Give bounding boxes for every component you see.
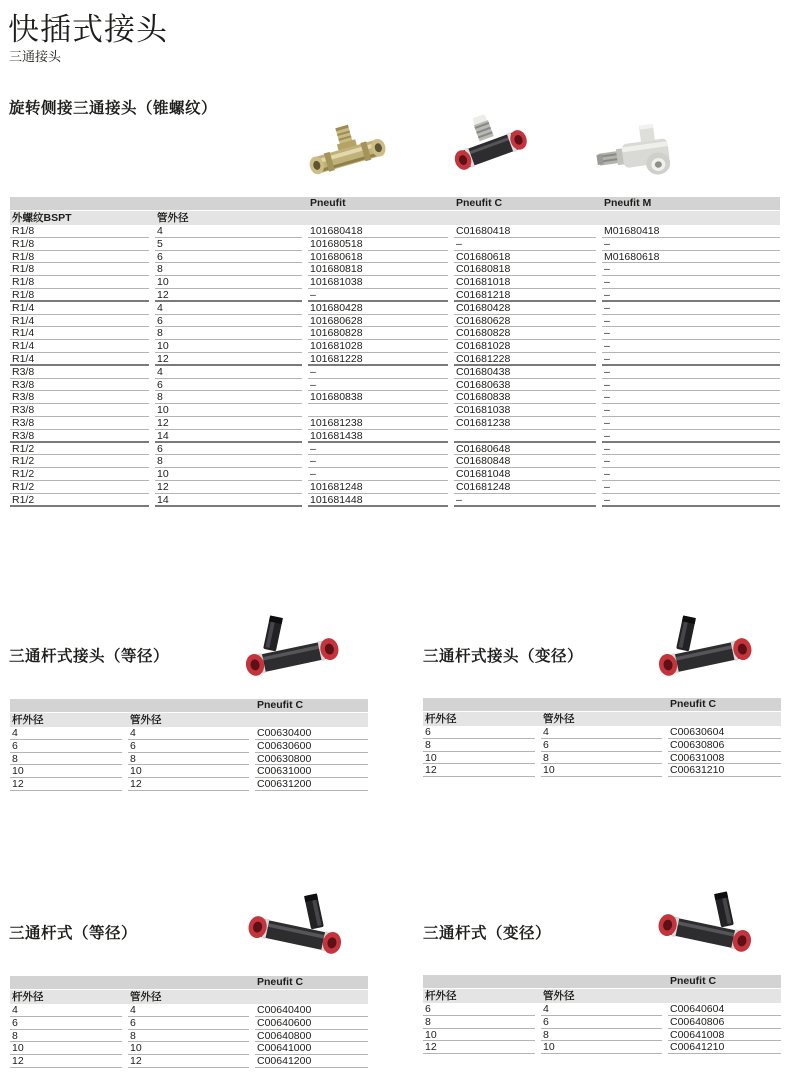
table-cell: 101681228 — [308, 353, 448, 366]
table-cell: 12 — [128, 1055, 249, 1068]
table-cell: C01680638 — [454, 379, 596, 392]
table-row — [10, 251, 780, 264]
pneufit-m-swivel-tee-photo — [595, 124, 685, 184]
table-cell: – — [308, 379, 448, 392]
table-row — [10, 366, 780, 379]
table-cell: C01681218 — [454, 289, 596, 302]
table-cell: C01680828 — [454, 327, 596, 340]
table-cell: 14 — [155, 430, 302, 443]
table-cell: 6 — [128, 740, 249, 753]
table-row — [10, 753, 368, 766]
table-cell: 10 — [541, 764, 662, 777]
table-row — [10, 391, 780, 404]
table-cell: 4 — [10, 727, 122, 740]
table-cell: 10 — [155, 276, 302, 289]
table-row — [10, 276, 780, 289]
table-cell: 10 — [10, 765, 122, 778]
table-cell: R3/8 — [10, 391, 149, 404]
param-header-cell: 管外径 — [130, 991, 162, 1003]
param-header-row — [10, 211, 780, 225]
table-row — [10, 417, 780, 430]
table-cell: 8 — [541, 1029, 662, 1042]
param-header-cell: 杆外径 — [12, 991, 44, 1003]
black-tee-stem-fitting-photo-equal — [240, 610, 344, 694]
table-cell: 4 — [10, 1004, 122, 1017]
table-cell: 5 — [155, 238, 302, 251]
param-header-cell — [454, 211, 596, 225]
param-header-cell — [668, 712, 781, 726]
param-header-cell: 管外径 — [130, 714, 162, 726]
table-cell: 12 — [10, 778, 122, 791]
param-header-cell: 管外径 — [543, 713, 575, 725]
table-cell: C01680848 — [454, 455, 596, 468]
product-header-row — [423, 975, 781, 989]
table-row — [10, 765, 368, 778]
table-cell: C01681248 — [454, 481, 596, 494]
table-cell: – — [602, 289, 780, 302]
table-cell: 101681438 — [308, 430, 448, 443]
pneufit-c-swivel-tee-photo — [450, 110, 532, 188]
pneufit-brass-swivel-tee-photo — [306, 118, 390, 190]
table-row — [10, 443, 780, 456]
table-cell: R1/2 — [10, 481, 149, 494]
table-cell: 12 — [10, 1055, 122, 1068]
section-heading-stem-fitting-equal: 三通杆式接头（等径） — [9, 648, 170, 665]
product-header-cell — [128, 976, 249, 989]
table-cell: 8 — [155, 327, 302, 340]
table-row — [10, 455, 780, 468]
product-header-cell — [423, 698, 535, 711]
product-header-cell: Pneufit C — [257, 976, 304, 988]
table-cell: C00630800 — [255, 753, 368, 766]
param-header-row — [423, 989, 781, 1003]
table-cell: 10 — [128, 765, 249, 778]
table-cell: R1/8 — [10, 251, 149, 264]
table-row — [10, 481, 780, 494]
table-cell: C00631210 — [668, 764, 781, 777]
table-cell: R1/4 — [10, 340, 149, 353]
table-cell: 101681238 — [308, 417, 448, 430]
table-cell: 12 — [128, 778, 249, 791]
table-cell: 101681028 — [308, 340, 448, 353]
table-cell: – — [602, 468, 780, 481]
table-cell: – — [602, 443, 780, 456]
black-tee-stem-fitting-photo-reduced — [653, 610, 757, 694]
table-cell: C01680418 — [454, 225, 596, 238]
table-row — [423, 752, 781, 765]
table-cell: – — [602, 327, 780, 340]
table-cell: R3/8 — [10, 366, 149, 379]
table-row — [10, 778, 368, 791]
param-header-cell: 管外径 — [543, 990, 575, 1002]
table-cell: 8 — [10, 753, 122, 766]
param-header-row — [10, 713, 368, 727]
table-cell: C00631008 — [668, 752, 781, 765]
table-row — [10, 1004, 368, 1017]
product-header-cell — [541, 698, 662, 711]
table-cell: R3/8 — [10, 379, 149, 392]
table-cell: C00631000 — [255, 765, 368, 778]
table-cell: R3/8 — [10, 430, 149, 443]
table-cell — [308, 404, 448, 417]
table-cell: R1/4 — [10, 327, 149, 340]
param-header-cell: 杆外径 — [425, 713, 457, 725]
table-cell: C00630600 — [255, 740, 368, 753]
table-cell: 101680828 — [308, 327, 448, 340]
product-header-cell — [10, 976, 122, 989]
table-row — [10, 327, 780, 340]
product-header-cell — [10, 197, 149, 210]
table-cell: – — [308, 366, 448, 379]
table-cell: – — [454, 238, 596, 251]
table-cell: 6 — [155, 379, 302, 392]
table-cell: R1/8 — [10, 289, 149, 302]
table-cell: 8 — [155, 391, 302, 404]
table-cell: – — [308, 443, 448, 456]
table-cell: 101681448 — [308, 494, 448, 507]
table-cell: 6 — [128, 1017, 249, 1030]
table-row — [10, 468, 780, 481]
table-cell: 10 — [10, 1042, 122, 1055]
table-row — [423, 1016, 781, 1029]
table-cell: C01681048 — [454, 468, 596, 481]
table-cell: R1/4 — [10, 353, 149, 366]
table-cell: – — [602, 276, 780, 289]
table-row — [10, 494, 780, 507]
table-cell: – — [602, 494, 780, 507]
table-cell: C00641000 — [255, 1042, 368, 1055]
black-tee-stem-photo-reduced — [653, 886, 757, 970]
table-cell: 10 — [423, 1029, 535, 1042]
table-cell: C00640604 — [668, 1003, 781, 1016]
table-cell: C00640806 — [668, 1016, 781, 1029]
param-header-row — [423, 712, 781, 726]
table-cell: C01681238 — [454, 417, 596, 430]
product-header-cell — [128, 699, 249, 712]
table-row — [10, 740, 368, 753]
table-row — [423, 764, 781, 777]
table-cell: R1/8 — [10, 238, 149, 251]
table-cell: C01680628 — [454, 315, 596, 328]
table-row — [423, 726, 781, 739]
table-cell: 12 — [155, 289, 302, 302]
table-cell: 12 — [423, 1041, 535, 1054]
table-cell: 101680518 — [308, 238, 448, 251]
table-cell: – — [602, 366, 780, 379]
table-cell: R1/8 — [10, 225, 149, 238]
product-header-cell: Pneufit C — [670, 975, 717, 987]
table-cell: 4 — [541, 726, 662, 739]
spec-table-stem-reduced — [423, 975, 781, 1054]
table-row — [10, 1042, 368, 1055]
table-cell: 8 — [155, 455, 302, 468]
table-cell: C01680838 — [454, 391, 596, 404]
product-header-row — [10, 976, 368, 990]
section-heading-stem-fitting-reduced: 三通杆式接头（变径） — [423, 648, 584, 665]
table-cell: 101680618 — [308, 251, 448, 264]
table-cell: 4 — [155, 302, 302, 315]
table-cell: R3/8 — [10, 404, 149, 417]
table-cell: 8 — [10, 1030, 122, 1043]
table-cell: 6 — [10, 1017, 122, 1030]
table-cell: 8 — [155, 263, 302, 276]
table-cell: – — [602, 238, 780, 251]
param-header-cell — [668, 989, 781, 1003]
table-cell: R1/4 — [10, 315, 149, 328]
table-cell: 6 — [155, 251, 302, 264]
param-header-row — [10, 990, 368, 1004]
product-header-row — [10, 197, 780, 211]
table-cell: – — [602, 430, 780, 443]
table-cell: 12 — [155, 481, 302, 494]
table-cell: 6 — [155, 315, 302, 328]
product-header-cell — [423, 975, 535, 988]
table-cell: R1/2 — [10, 443, 149, 456]
table-row — [10, 404, 780, 417]
table-row — [10, 315, 780, 328]
table-cell: C00641200 — [255, 1055, 368, 1068]
table-cell: R1/4 — [10, 302, 149, 315]
param-header-cell — [308, 211, 448, 225]
table-cell: 4 — [541, 1003, 662, 1016]
table-row — [423, 1003, 781, 1016]
table-row — [10, 238, 780, 251]
table-cell: R1/8 — [10, 263, 149, 276]
table-row — [10, 289, 780, 302]
table-cell: C01680648 — [454, 443, 596, 456]
table-cell: 6 — [541, 1016, 662, 1029]
table-row — [10, 225, 780, 238]
product-header-cell — [155, 197, 302, 210]
table-row — [10, 263, 780, 276]
table-cell: R1/8 — [10, 276, 149, 289]
product-header-cell — [541, 975, 662, 988]
table-cell: 101680418 — [308, 225, 448, 238]
table-cell: C00630806 — [668, 739, 781, 752]
product-header-row — [10, 699, 368, 713]
param-header-cell: 杆外径 — [425, 990, 457, 1002]
table-cell: 101681038 — [308, 276, 448, 289]
section-heading-swivel-tee: 旋转侧接三通接头（锥螺纹） — [9, 100, 218, 117]
table-cell: – — [602, 404, 780, 417]
table-cell: C00641210 — [668, 1041, 781, 1054]
product-header-cell — [10, 699, 122, 712]
table-cell: 10 — [155, 340, 302, 353]
product-header-cell: Pneufit — [310, 197, 346, 209]
table-cell: C00630400 — [255, 727, 368, 740]
table-cell: C01680428 — [454, 302, 596, 315]
table-cell: 12 — [155, 353, 302, 366]
table-row — [10, 727, 368, 740]
table-cell: C00641008 — [668, 1029, 781, 1042]
table-cell: 4 — [128, 727, 249, 740]
param-header-cell: 杆外径 — [12, 714, 44, 726]
table-cell: 101680818 — [308, 263, 448, 276]
table-row — [10, 340, 780, 353]
table-cell: R1/2 — [10, 455, 149, 468]
table-cell: – — [602, 302, 780, 315]
table-cell: – — [308, 289, 448, 302]
param-header-cell — [255, 990, 368, 1004]
product-header-cell: Pneufit C — [670, 698, 717, 710]
table-cell: – — [602, 379, 780, 392]
table-cell: C01681228 — [454, 353, 596, 366]
section-heading-stem-reduced: 三通杆式（变径） — [423, 925, 552, 942]
table-cell: – — [602, 417, 780, 430]
table-row — [10, 302, 780, 315]
table-row — [10, 430, 780, 443]
table-cell: 8 — [128, 753, 249, 766]
table-cell: 10 — [128, 1042, 249, 1055]
table-cell: – — [602, 340, 780, 353]
table-cell: 101680628 — [308, 315, 448, 328]
table-cell: 6 — [423, 1003, 535, 1016]
table-cell: 10 — [155, 404, 302, 417]
page-subtitle: 三通接头 — [9, 49, 62, 64]
table-cell: C01681018 — [454, 276, 596, 289]
table-cell: M01680618 — [602, 251, 780, 264]
product-header-row — [423, 698, 781, 712]
table-cell: 6 — [541, 739, 662, 752]
table-cell: 12 — [423, 764, 535, 777]
table-cell: R1/2 — [10, 494, 149, 507]
table-cell: C01680438 — [454, 366, 596, 379]
table-cell: 6 — [155, 443, 302, 456]
table-cell: C01681038 — [454, 404, 596, 417]
table-cell: – — [602, 391, 780, 404]
table-cell: 8 — [423, 1016, 535, 1029]
param-header-cell — [602, 211, 780, 225]
table-cell: C00640400 — [255, 1004, 368, 1017]
table-cell: 8 — [541, 752, 662, 765]
table-row — [10, 353, 780, 366]
product-header-cell: Pneufit C — [456, 197, 503, 209]
table-cell: C00631200 — [255, 778, 368, 791]
table-cell — [454, 430, 596, 443]
param-header-cell: 外螺纹BSPT — [12, 212, 72, 224]
table-cell: – — [454, 494, 596, 507]
page-title: 快插式接头 — [8, 12, 168, 47]
spec-table-stem-fitting-reduced — [423, 698, 781, 777]
table-row — [10, 379, 780, 392]
table-cell: C01680818 — [454, 263, 596, 276]
table-cell: 4 — [155, 225, 302, 238]
table-cell: 8 — [423, 739, 535, 752]
spec-table-stem-equal — [10, 976, 368, 1068]
table-cell: R3/8 — [10, 417, 149, 430]
table-cell: C00640600 — [255, 1017, 368, 1030]
table-row — [10, 1017, 368, 1030]
param-header-cell: 管外径 — [157, 212, 189, 224]
table-cell: 6 — [10, 740, 122, 753]
table-row — [423, 739, 781, 752]
table-row — [10, 1055, 368, 1068]
table-cell: 12 — [155, 417, 302, 430]
black-tee-stem-photo-equal — [243, 888, 347, 972]
table-cell: 101680838 — [308, 391, 448, 404]
spec-table-stem-fitting-equal — [10, 699, 368, 791]
table-row — [423, 1029, 781, 1042]
table-cell: R1/2 — [10, 468, 149, 481]
table-cell: – — [602, 481, 780, 494]
table-cell: 10 — [541, 1041, 662, 1054]
table-cell: C01680618 — [454, 251, 596, 264]
table-cell: 10 — [155, 468, 302, 481]
table-cell: 4 — [128, 1004, 249, 1017]
table-cell: – — [308, 455, 448, 468]
table-cell: – — [308, 468, 448, 481]
table-cell: 14 — [155, 494, 302, 507]
section-heading-stem-equal: 三通杆式（等径） — [9, 925, 138, 942]
table-cell: 4 — [155, 366, 302, 379]
table-cell: 10 — [423, 752, 535, 765]
table-cell: – — [602, 315, 780, 328]
product-header-cell: Pneufit M — [604, 197, 652, 209]
table-cell: – — [602, 353, 780, 366]
spec-table-swivel-tee — [10, 197, 780, 507]
table-cell: – — [602, 455, 780, 468]
product-header-cell: Pneufit C — [257, 699, 304, 711]
table-cell: M01680418 — [602, 225, 780, 238]
table-cell: C01681028 — [454, 340, 596, 353]
table-row — [10, 1030, 368, 1043]
table-cell: – — [602, 263, 780, 276]
table-row — [423, 1041, 781, 1054]
table-cell: C00640800 — [255, 1030, 368, 1043]
table-cell: 101680428 — [308, 302, 448, 315]
param-header-cell — [255, 713, 368, 727]
table-cell: 6 — [423, 726, 535, 739]
table-cell: 8 — [128, 1030, 249, 1043]
table-cell: C00630604 — [668, 726, 781, 739]
table-cell: 101681248 — [308, 481, 448, 494]
